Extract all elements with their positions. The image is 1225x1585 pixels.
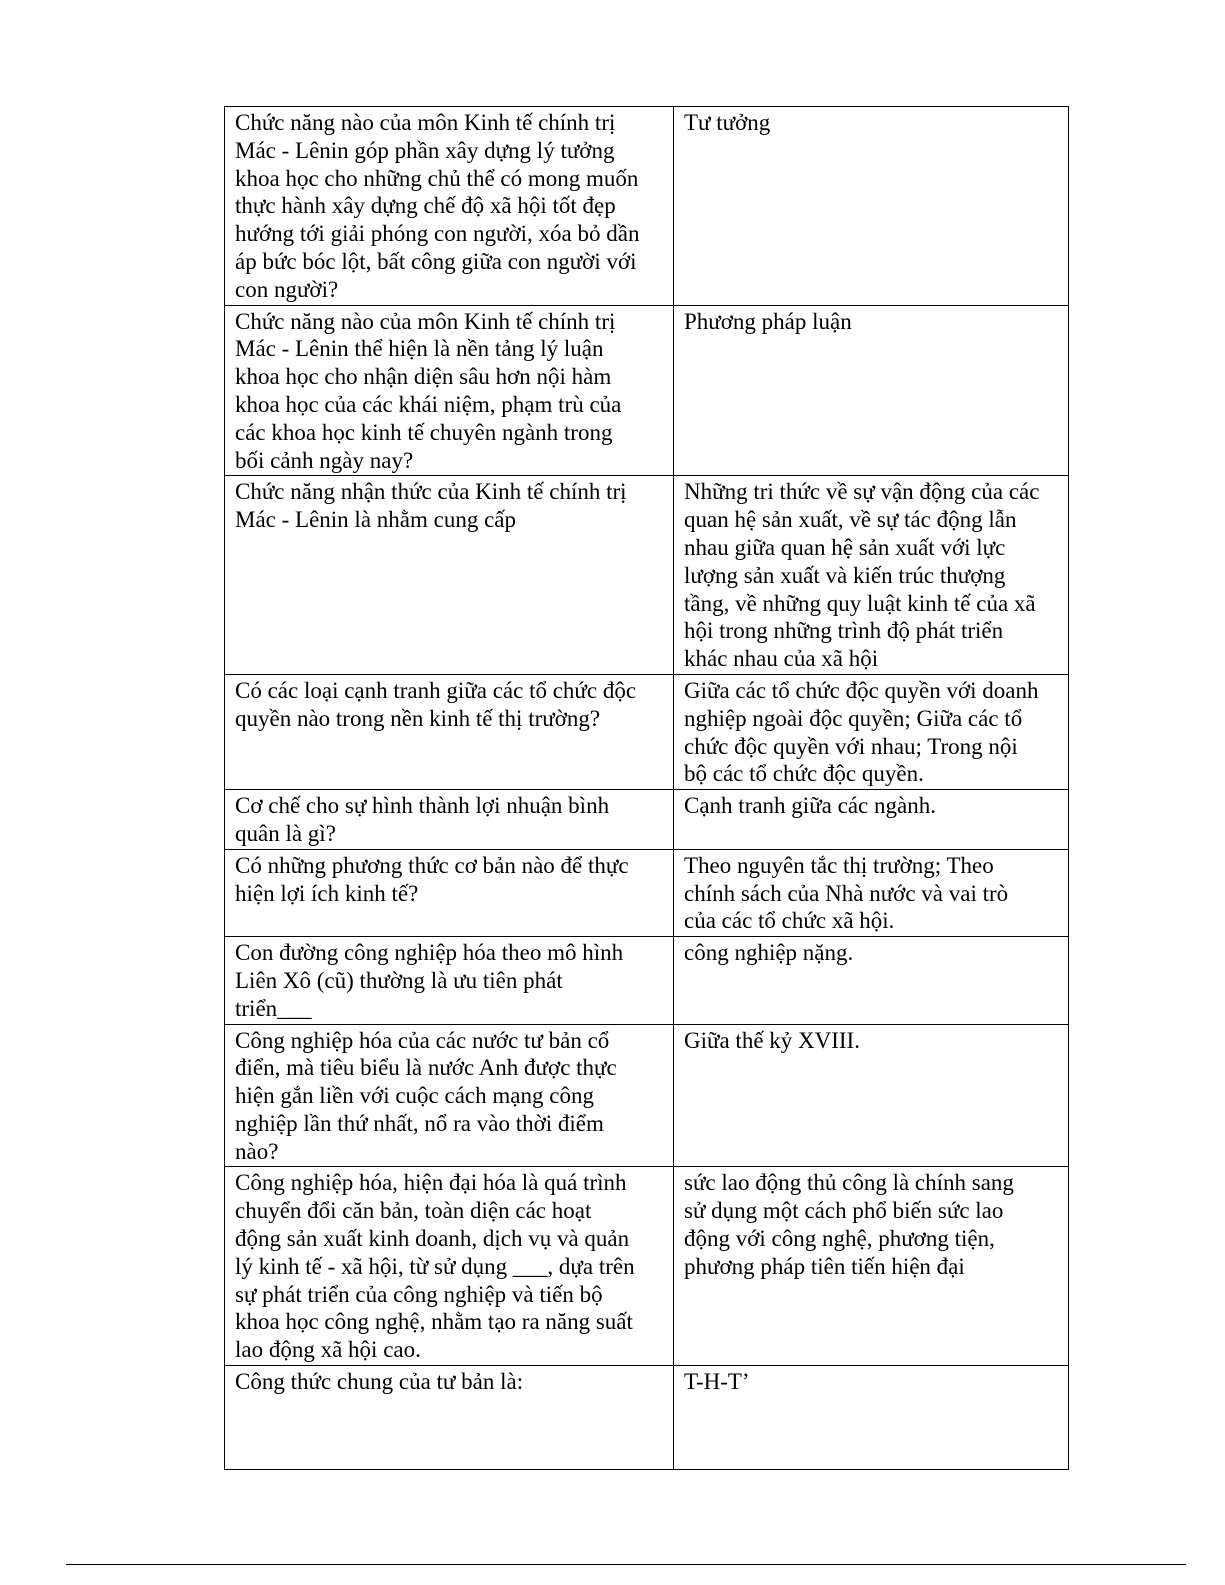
answer-cell: Tư tưởng xyxy=(674,107,1069,306)
question-cell: Có các loại cạnh tranh giữa các tổ chức độc quyền nào trong nền kinh tế thị trường? xyxy=(225,674,674,789)
table-row xyxy=(225,305,1069,476)
answer-cell: Giữa thế kỷ XVIII. xyxy=(674,1024,1069,1167)
question-cell: Chức năng nào của môn Kinh tế chính trị Mác - Lênin thể hiện là nền tảng lý luận khoa học cho nhận diện sâu hơn nội hàm khoa học của các khái niệm, phạm trù của các khoa học kinh tế chuyên ngành trong bối cảnh ngày nay? xyxy=(225,305,674,476)
answer-cell: Cạnh tranh giữa các ngành. xyxy=(674,790,1069,850)
question-cell: Có những phương thức cơ bản nào để thực hiện lợi ích kinh tế? xyxy=(225,849,674,936)
question-cell: Con đường công nghiệp hóa theo mô hình Liên Xô (cũ) thường là ưu tiên phát triển___ xyxy=(225,937,674,1024)
question-cell: Chức năng nào của môn Kinh tế chính trị Mác - Lênin góp phần xây dựng lý tưởng khoa học cho những chủ thể có mong muốn thực hành xây dựng chế độ xã hội tốt đẹp hướng tới giải phóng con người, xóa bỏ dần áp bức bóc lột, bất công giữa con người với con người? xyxy=(225,107,674,306)
answer-cell: Phương pháp luận xyxy=(674,305,1069,476)
answer-cell: Giữa các tổ chức độc quyền với doanh nghiệp ngoài độc quyền; Giữa các tổ chức độc quyền với nhau; Trong nội bộ các tổ chức độc quyền. xyxy=(674,674,1069,789)
answer-cell: T-H-T’ xyxy=(674,1366,1069,1470)
table-row xyxy=(225,790,1069,850)
table-row xyxy=(225,849,1069,936)
question-cell: Công thức chung của tư bản là: xyxy=(225,1366,674,1470)
table-row xyxy=(225,476,1069,675)
question-cell: Công nghiệp hóa, hiện đại hóa là quá trình chuyển đổi căn bản, toàn diện các hoạt động sản xuất kinh doanh, dịch vụ và quản lý kinh tế - xã hội, từ sử dụng ___, dựa trên sự phát triển của công nghiệp và tiến bộ khoa học công nghệ, nhằm tạo ra năng suất lao động xã hội cao. xyxy=(225,1167,674,1366)
answer-cell: công nghiệp nặng. xyxy=(674,937,1069,1024)
qa-table xyxy=(224,106,1069,1470)
table-row xyxy=(225,937,1069,1024)
table-row xyxy=(225,107,1069,306)
table-row xyxy=(225,674,1069,789)
question-cell: Công nghiệp hóa của các nước tư bản cổ điển, mà tiêu biểu là nước Anh được thực hiện gắn liền với cuộc cách mạng công nghiệp lần thứ nhất, nổ ra vào thời điểm nào? xyxy=(225,1024,674,1167)
question-cell: Chức năng nhận thức của Kinh tế chính trị Mác - Lênin là nhằm cung cấp xyxy=(225,476,674,675)
answer-cell: sức lao động thủ công là chính sang sử dụng một cách phổ biến sức lao động với công nghệ, phương tiện, phương pháp tiên tiến hiện đại xyxy=(674,1167,1069,1366)
answer-cell: Theo nguyên tắc thị trường; Theo chính sách của Nhà nước và vai trò của các tổ chức xã hội. xyxy=(674,849,1069,936)
table-row xyxy=(225,1366,1069,1470)
answer-cell: Những tri thức về sự vận động của các quan hệ sản xuất, về sự tác động lẫn nhau giữa quan hệ sản xuất với lực lượng sản xuất và kiến trúc thượng tầng, về những quy luật kinh tế của xã hội trong những trình độ phát triển khác nhau của xã hội xyxy=(674,476,1069,675)
table-row xyxy=(225,1024,1069,1167)
page-bottom-divider xyxy=(66,1564,1186,1565)
question-cell: Cơ chế cho sự hình thành lợi nhuận bình quân là gì? xyxy=(225,790,674,850)
table-row xyxy=(225,1167,1069,1366)
